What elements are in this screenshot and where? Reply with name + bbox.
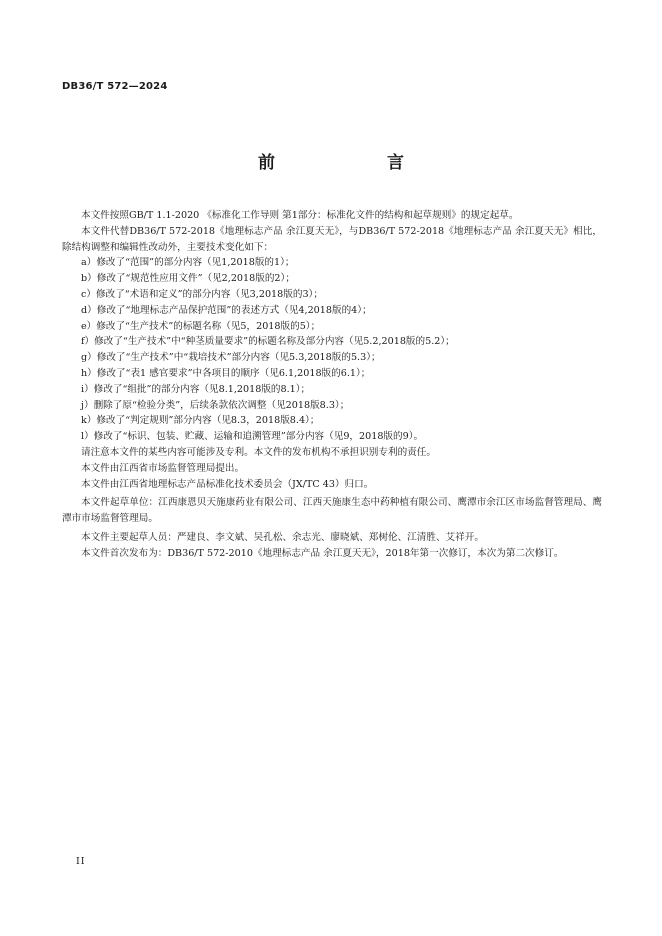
changes-list bbox=[62, 255, 602, 445]
list-item: e）修改了“生产技术”的标题名称（见5，2018版的5）； bbox=[81, 320, 321, 332]
paragraph-history: 本文件首次发布为：DB36/T 572-2010《地理标志产品 余江夏天无》，2018年第一次修订，本次为第二次修订。 bbox=[81, 547, 564, 559]
list-item: f）修改了“生产技术”中“种茎质量要求”的标题名称及部分内容（见5.2,2018版的5.2）； bbox=[81, 336, 455, 348]
list-item: k）修改了“判定规则”部分内容（见8.3，2018版8.4）； bbox=[81, 415, 320, 427]
list-item: c）修改了“术语和定义”的部分内容（见3,2018版的3）； bbox=[81, 288, 323, 300]
standard-code: DB36/T 572—2024 bbox=[62, 81, 168, 92]
list-item: l）修改了“标识、包装、贮藏、运输和追溯管理”部分内容（见9，2018版的9）。 bbox=[81, 431, 424, 443]
list-item: a）修改了“范围”的部分内容（见1,2018版的1）； bbox=[81, 257, 295, 269]
page-number: II bbox=[76, 856, 86, 867]
paragraph-drafting-units: 本文件起草单位：江西康恩贝天施康药业有限公司、江西天施康生态中药种植有限公司、鹰潭市余江区市场监督管理局、鹰潭市市场监督管理局。 bbox=[62, 497, 602, 525]
foreword-body bbox=[62, 208, 602, 562]
paragraph-drafting-rules: 本文件按照GB/T 1.1-2020 《标准化工作导则 第1部分：标准化文件的结构和起草规则》的规定起草。 bbox=[81, 210, 519, 221]
list-item: h）修改了“表1 感官要求”中各项目的顺序（见6.1,2018版的6.1）； bbox=[81, 367, 371, 379]
list-item: g）修改了“生产技术”中“栽培技术”部分内容（见5.3,2018版的5.3）； bbox=[81, 352, 381, 364]
paragraph-proposer: 本文件由江西省市场监督管理局提出。 bbox=[81, 462, 245, 474]
paragraph-committee: 本文件由江西省地理标志产品标准化技术委员会（JX/TC 43）归口。 bbox=[81, 478, 374, 490]
list-item: i）修改了“组批”的部分内容（见8.1,2018版的8.1）； bbox=[81, 383, 311, 395]
page-title: 前 言 bbox=[258, 153, 430, 173]
list-item: d）修改了“地理标志产品保护范围”的表述方式（见4,2018版的4）； bbox=[81, 304, 372, 316]
paragraph-drafters: 本文件主要起草人员：严建良、李文斌、吴孔松、余志光、廖晓斌、郑树伦、江清胜、艾祥开。 bbox=[81, 531, 484, 543]
list-item: j）删除了原“检验分类”，后续条款依次调整（见2018版8.3）； bbox=[81, 399, 350, 411]
paragraph-replacement: 本文件代替DB36/T 572-2018《地理标志产品 余江夏天无》，与DB36/T 572-2018《地理标志产品 余江夏天无》相比，除结构调整和编辑性改动外，主要技术变化如下： bbox=[62, 225, 602, 253]
list-item: b）修改了“规范性应用文件”（见2,2018版的2）； bbox=[81, 273, 295, 285]
paragraph-patent-notice: 请注意本文件的某些内容可能涉及专利。本文件的发布机构不承担识别专利的责任。 bbox=[81, 446, 436, 458]
